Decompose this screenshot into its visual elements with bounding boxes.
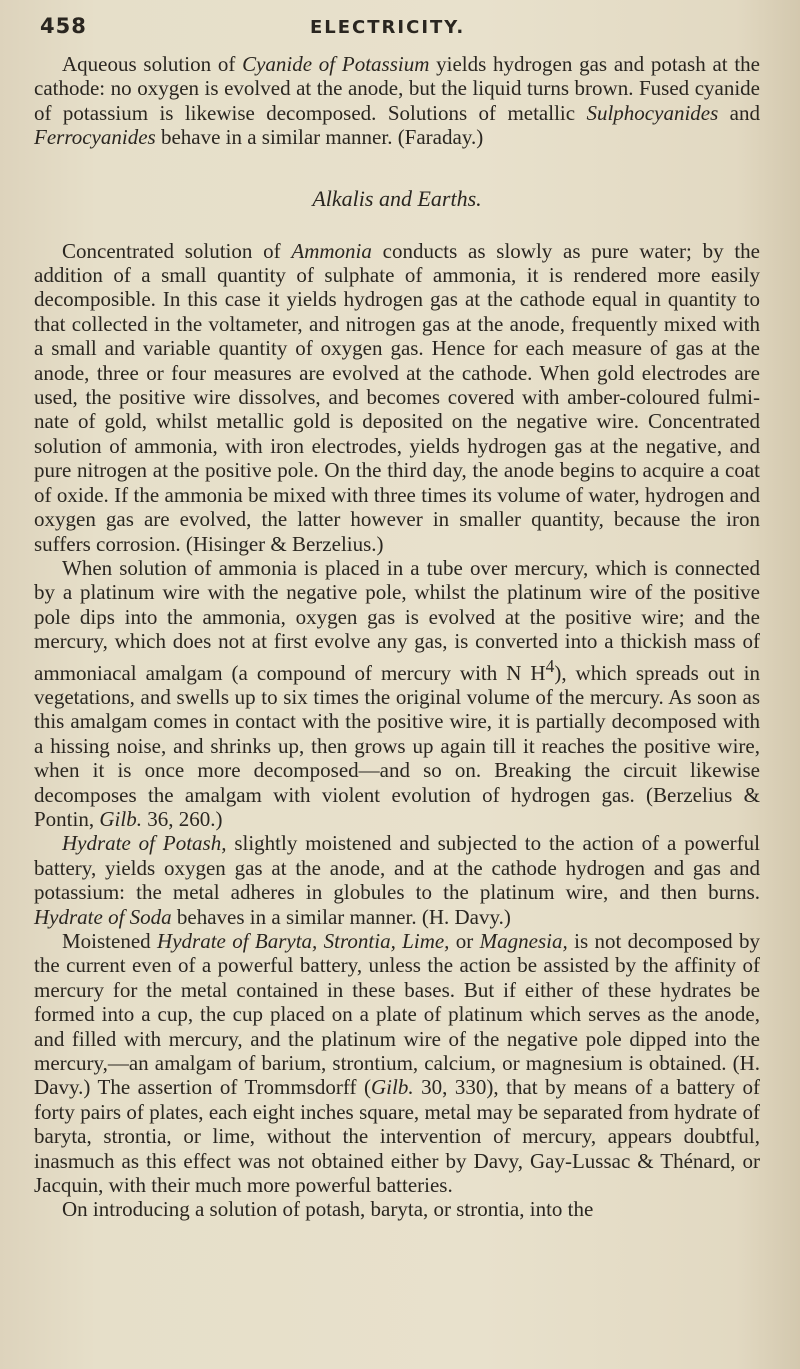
section-alkalis-earths	[34, 239, 760, 1222]
section-heading: Alkalis and Earths.	[312, 185, 482, 211]
paragraph-ammonia-mercury: When solution of ammonia is placed in a tube over mercury, which is connected by a platinum wire with the negative pole, whilst the platinum wire of the positive pole dips into the ammonia, oxygen gas is evolved at the positive wire; and the mercury, which does not at first evolve any gas, is converted into a thickish mass of ammoniacal amalgam (a compound of mercury with N $H^4$), which spreads out in vegetations, and swells up to six times the original volume of the mercury. As soon as this amalgam comes in contact with the positive wire, it is partially decomposed with a hissing noise, and shrinks up, then grows up again till it reaches the positive wire, when it is once more decomposed—and so on. Breaking the circuit likewise decomposes the amalgam with violent evolution of hydrogen gas. (Berzelius & Pontin, Gilb. 36, 260.)	[34, 555, 760, 831]
paragraph-cyanide-potassium: Aqueous solution of Cyanide of Potassium yields hydrogen gas and potash at the cathode: no oxygen is evolved at the anode, but the liquid turns brown. Fused cyanide of potassium is likewise decomposed. Solutions of metallic Sulphocyanides and Ferrocyanides behave in a similar manner. (Faraday.)	[34, 52, 760, 150]
page-number: 458	[40, 14, 87, 38]
running-title: ELECTRICITY.	[310, 17, 466, 38]
section-cyanides	[34, 52, 760, 150]
paragraph-introducing-solution: On introducing a solution of potash, baryta, or strontia, into the	[62, 1197, 594, 1222]
page-header	[40, 14, 760, 52]
paragraph-hydrate-potash: Hydrate of Potash, slightly moistened and subjected to the action of a powerful battery, yields oxygen gas at the anode, and at the cathode hydrogen and gas and potassium: the metal adheres in globules to the platinum wire, and then burns. Hydrate of Soda behaves in a similar manner. (H. Davy.)	[34, 831, 761, 929]
paragraph-hydrate-baryta: Moistened Hydrate of Baryta, Strontia, Lime, or Magnesia, is not decomposed by the current even of a powerful battery, unless the action be assisted by the affinity of mercury for the metal contained in these bases. But if either of these hydrates be formed into a cup, the cup placed on a plate of platinum which serves as the anode, and filled with mercury, and the platinum wire of the negative pole dipped into the mercury,—an amalgam of barium, strontium, calcium, or magnesium is obtained. (H. Davy.) The assertion of Trommsdorff (Gilb. 30, 330), that by means of a battery of forty pairs of plates, each eight inches square, metal may be separated from hydrate of baryta, strontia, or lime, without the intervention of mercury, appears doubtful, inasmuch as this effect was not obtained either by Davy, Gay-Lussac & Thénard, or Jacquin, with their much more powerful batteries.	[34, 929, 761, 1198]
paragraph-ammonia: Concentrated solution of Ammonia conducts as slowly as pure water; by the addition of a small quantity of sulphate of ammonia, it is rendered more easily decomposible. In this case it yields hydrogen gas at the cathode equal in quantity to that collected in the voltameter, and nitrogen gas at the anode, frequently mixed with a small and variable quantity of oxygen gas. Hence for each measure of gas at the anode, three or four measures are evolved at the cathode. When gold electrodes are used, the positive wire dissolves, and becomes covered with amber-coloured fulminate of gold, whilst metallic gold is deposited on the negative wire. Concentrated solution of ammonia, with iron electrodes, yields hydrogen gas at the negative, and pure nitrogen at the positive pole. On the third day, the anode begins to acquire a coat of oxide. If the ammonia be mixed with three times its volume of water, hydrogen and oxygen gas are evolved, the latter however in smaller quantity, because the iron suffers corrosion. (Hisinger & Berzelius.)	[34, 238, 760, 556]
